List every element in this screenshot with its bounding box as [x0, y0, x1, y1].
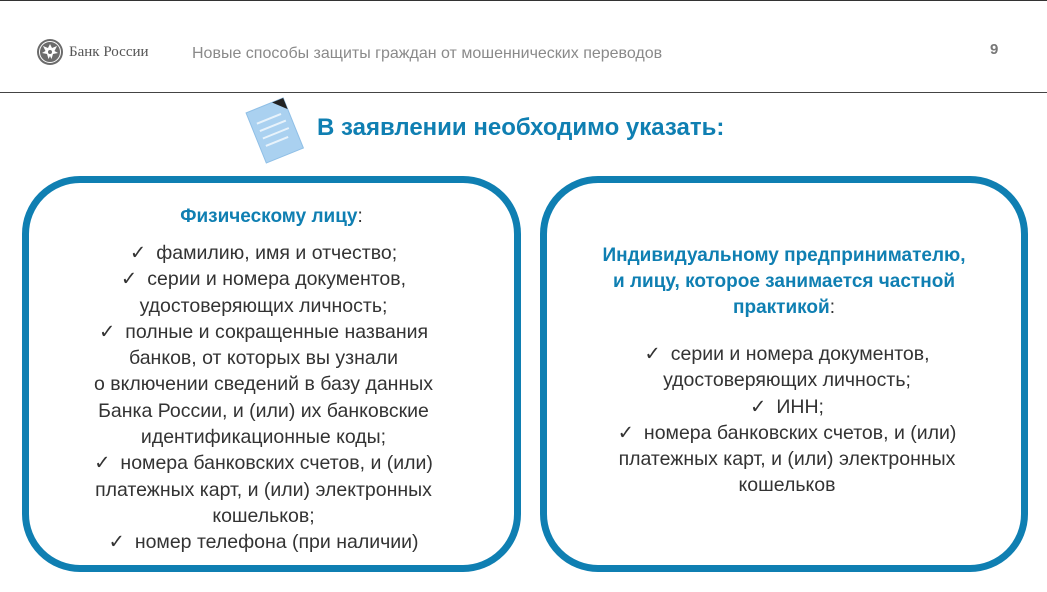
list-item-line	[21, 424, 506, 450]
list-item-text: номер телефона (при наличии)	[134, 531, 419, 554]
individual-requirements-list	[21, 240, 506, 556]
panel-title-text: Физическому лицу	[180, 206, 358, 227]
header-divider	[0, 92, 1047, 93]
list-item-line	[21, 240, 506, 266]
panel-title-suffix: :	[357, 206, 363, 227]
list-item-line	[21, 503, 506, 529]
list-item-text: фамилию, имя и отчество;	[156, 242, 398, 264]
check-mark-icon: ✓	[98, 320, 116, 343]
entrepreneur-requirements-list	[550, 341, 1024, 499]
list-item-line	[21, 293, 506, 319]
list-item-line	[550, 472, 1024, 498]
presentation-subject: Новые способы защиты граждан от мошеннических переводов	[192, 45, 663, 62]
panel-title-line	[547, 269, 1021, 295]
panel-title-suffix: :	[829, 297, 835, 318]
check-mark-icon: ✓	[120, 268, 138, 291]
check-mark-icon: ✓	[750, 395, 767, 418]
entrepreneur-panel-title	[547, 243, 1021, 321]
list-item-text: Банка России, и (или) их банковские	[98, 399, 429, 422]
list-item-text: полные и сокращенные названия	[125, 320, 429, 343]
list-item-text: платежных карт, и (или) электронных	[95, 478, 432, 501]
list-item-text: идентификационные коды;	[140, 426, 387, 449]
list-item-text: номера банковских счетов, и (или)	[120, 452, 433, 475]
list-item-line	[550, 394, 1024, 420]
entrepreneur-panel	[540, 176, 1028, 572]
list-item-line	[550, 367, 1024, 393]
list-item-line	[21, 529, 506, 555]
list-item-text: серии и номера документов,	[670, 343, 930, 365]
check-mark-icon: ✓	[129, 242, 147, 264]
list-item-line	[550, 341, 1024, 367]
check-mark-icon: ✓	[108, 531, 125, 554]
list-item-text: удостоверяющих личность;	[663, 369, 911, 392]
list-item-text: серии и номера документов,	[147, 268, 407, 291]
list-item-line	[21, 450, 506, 476]
logo-text: Банк России	[69, 43, 149, 60]
eagle-emblem-icon	[36, 38, 64, 66]
slide-header	[0, 0, 1047, 93]
panel-title-text: и лицу, которое занимается частной	[612, 271, 956, 292]
list-item-text: номера банковских счетов, и (или)	[643, 421, 957, 444]
bank-logo	[36, 38, 149, 66]
list-item-line	[21, 345, 506, 371]
list-item-line	[21, 398, 506, 424]
list-item-text: банков, от которых вы узнали	[128, 347, 398, 370]
individual-panel	[22, 176, 521, 572]
panel-title-line	[547, 243, 1021, 269]
list-item-text: ИНН;	[776, 395, 824, 418]
list-item-line	[550, 446, 1024, 472]
list-item-text: кошельков	[738, 474, 836, 497]
check-mark-icon: ✓	[644, 343, 661, 365]
panel-title-line	[547, 295, 1021, 321]
document-icon	[238, 96, 310, 168]
list-item-text: удостоверяющих личность;	[139, 294, 388, 317]
list-item-text: платежных карт, и (или) электронных	[618, 448, 956, 471]
list-item-line	[21, 477, 506, 503]
page-number: 9	[990, 41, 999, 58]
check-mark-icon: ✓	[94, 452, 111, 475]
list-item-line	[21, 371, 506, 397]
panel-title-text: Индивидуальному предпринимателю,	[602, 245, 966, 266]
list-item-line	[21, 266, 506, 292]
panel-title-text: практикой	[733, 297, 830, 318]
slide-heading: В заявлении необходимо указать:	[317, 114, 725, 141]
list-item-text: о включении сведений в базу данных	[94, 373, 433, 396]
list-item-line	[550, 420, 1024, 446]
individual-panel-title	[29, 204, 514, 230]
check-mark-icon: ✓	[617, 421, 634, 444]
list-item-text: кошельков;	[212, 504, 315, 527]
list-item-line	[21, 319, 506, 345]
